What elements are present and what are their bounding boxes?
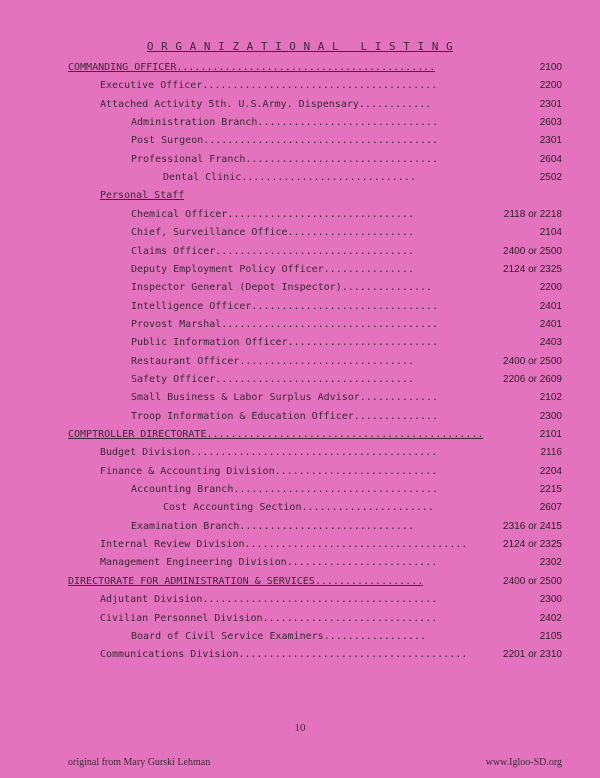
extension-number: 2116 <box>540 447 562 459</box>
listing-label: Personal Staff <box>100 190 185 202</box>
listing-label: Board of Civil Service Examiners................. <box>131 630 427 642</box>
extension-number: 2300 <box>539 410 562 422</box>
listing-row <box>131 629 562 645</box>
extension-number: 2400 or 2500 <box>503 355 562 367</box>
extension-number: 2607 <box>539 502 562 514</box>
listing-row <box>100 464 562 480</box>
extension-number: 2502 <box>539 172 562 184</box>
listing-row <box>163 500 562 516</box>
extension-number: 2124 or 2325 <box>503 263 562 275</box>
listing-label: Professional Franch................................ <box>131 153 439 165</box>
credit-right: www.Igloo-SD.org <box>485 757 562 768</box>
listing-label: Adjutant Division....................................... <box>100 594 438 606</box>
listing-label: Dental Clinic............................. <box>163 172 416 184</box>
extension-number: 2402 <box>539 612 562 624</box>
listing-row <box>131 207 562 223</box>
extension-number: 2400 or 2500 <box>503 575 562 587</box>
listing-row <box>100 188 562 204</box>
listing-label: Administration Branch.............................. <box>131 117 439 129</box>
listing-row <box>68 60 562 76</box>
page-title: O R G A N I Z A T I O N A L L I S T I N G <box>146 40 454 53</box>
extension-number: 2401 <box>539 300 562 312</box>
listing-label: Safety Officer................................. <box>131 373 414 385</box>
extension-number: 2301 <box>539 135 562 147</box>
listing-row <box>100 611 562 627</box>
listing-row <box>131 115 562 131</box>
extension-number: 2403 <box>539 337 562 349</box>
listing-label: COMPTROLLER DIRECTORATE.............................................. <box>68 429 484 440</box>
listing-row <box>131 519 562 535</box>
listing-row <box>131 225 562 241</box>
extension-number: 2204 <box>539 465 562 477</box>
listing-label: Restaurant Officer............................. <box>131 355 414 367</box>
extension-number: 2603 <box>539 117 562 129</box>
listing-label: Management Engineering Division......................... <box>100 557 438 569</box>
listing-label: Deputy Employment Policy Officer............... <box>131 263 414 275</box>
listing-label: Examination Branch............................. <box>131 520 414 532</box>
listing-row <box>131 354 562 370</box>
listing-label: Communications Division...................................... <box>100 649 468 661</box>
extension-number: 2124 or 2325 <box>503 539 562 551</box>
listing-row <box>163 170 562 186</box>
listing-label: Chief, Surveillance Office..................... <box>131 227 414 239</box>
listing-label: Troop Information & Education Officer.............. <box>131 410 439 422</box>
listing-label: Small Business & Labor Surplus Advisor............. <box>131 392 439 404</box>
listing-row <box>100 647 562 663</box>
extension-number: 2604 <box>539 153 562 165</box>
listing-row <box>100 555 562 571</box>
extension-number: 2105 <box>539 630 562 642</box>
listing-row <box>131 133 562 149</box>
listing-row <box>100 97 562 113</box>
extension-number: 2302 <box>539 557 562 569</box>
listing-label: Provost Marshal.................................... <box>131 318 439 330</box>
extension-number: 2100 <box>539 62 562 73</box>
extension-number: 2400 or 2500 <box>503 245 562 257</box>
listing-row <box>131 244 562 260</box>
listing-label: Claims Officer................................. <box>131 245 414 257</box>
listing-row <box>131 317 562 333</box>
listing-label: Public Information Officer......................... <box>131 337 439 349</box>
listing-label: Executive Officer....................................... <box>100 80 438 92</box>
listing-label: Inspector General (Depot Inspector)............... <box>131 282 433 294</box>
listing-row <box>131 262 562 278</box>
extension-number: 2301 <box>539 98 562 110</box>
listing-row <box>131 409 562 425</box>
listing-row <box>131 280 562 296</box>
extension-number: 2316 or 2415 <box>503 520 562 532</box>
extension-number: 2215 <box>539 484 562 496</box>
listing-row <box>100 78 562 94</box>
listing-label: COMMANDING OFFICER........................................... <box>68 62 436 73</box>
extension-number: 2101 <box>539 429 562 440</box>
extension-number: 2401 <box>539 318 562 330</box>
listing-label: Civilian Personnel Division............................. <box>100 612 438 624</box>
listing-row <box>131 299 562 315</box>
listing-label: Intelligence Officer............................... <box>131 300 439 312</box>
credit-left: original from Mary Gurski Lehman <box>68 757 211 768</box>
extension-number: 2102 <box>539 392 562 404</box>
extension-number: 2200 <box>539 282 562 294</box>
page-number: 10 <box>294 722 306 734</box>
listing-row <box>68 574 562 590</box>
listing-label: Post Surgeon....................................... <box>131 135 439 147</box>
listing-row <box>131 390 562 406</box>
extension-number: 2201 or 2310 <box>503 649 562 661</box>
extension-number: 2200 <box>539 80 562 92</box>
listing-label: Attached Activity 5th. U.S.Army. Dispensary............ <box>100 98 432 110</box>
listing-row <box>100 592 562 608</box>
extension-number: 2104 <box>539 227 562 239</box>
listing-row <box>100 537 562 553</box>
extension-number: 2300 <box>539 594 562 606</box>
listing-row <box>131 152 562 168</box>
listing-row <box>68 427 562 443</box>
listing-row <box>100 445 562 461</box>
listing-label: Chemical Officer............................... <box>131 208 414 220</box>
listing-label: Finance & Accounting Division........................... <box>100 465 438 477</box>
listing-row <box>131 372 562 388</box>
listing-label: DIRECTORATE FOR ADMINISTRATION & SERVICES.................. <box>68 575 424 587</box>
extension-number: 2206 or 2609 <box>503 373 562 385</box>
listing-label: Internal Review Division..................................... <box>100 539 468 551</box>
listing-row <box>131 335 562 351</box>
listing-label: Cost Accounting Section...................... <box>163 502 434 514</box>
listing-label: Budget Division......................................... <box>100 447 438 459</box>
listing-row <box>131 482 562 498</box>
extension-number: 2118 or 2218 <box>503 208 562 220</box>
listing-label: Accounting Branch.................................. <box>131 484 439 496</box>
